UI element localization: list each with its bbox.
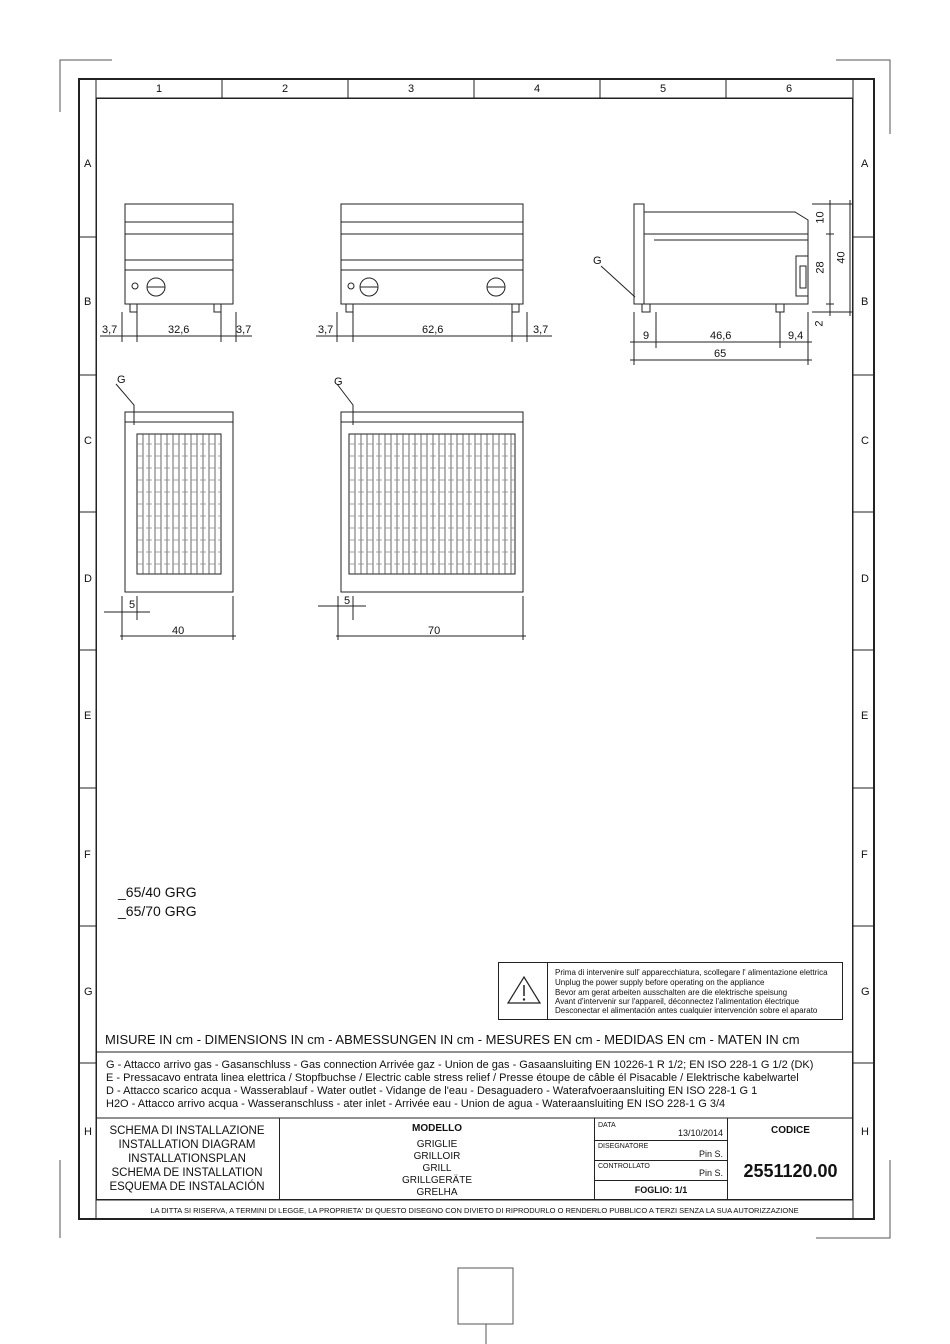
dim-label: 32,6 [168,324,190,336]
model-name: GRIGLIE [416,1139,458,1150]
top-view-small [104,384,236,640]
designer-label: DISEGNATORE [598,1143,649,1150]
front-view-small [100,204,252,342]
warning-line: Avant d'intervenir sur l'appareil, déconnectez l'alimentation électrique [555,997,800,1006]
title-line: INSTALLATIONSPLAN [128,1153,246,1165]
grid-row-label: C [861,435,869,447]
checked-label: CONTROLLATO [598,1163,650,1170]
grid-row-label: A [861,158,869,170]
grid-row-label: B [861,296,869,308]
legend-line: D - Attacco scarico acqua - Wasserablauf - Water outlet - Vidange de l'eau - Desaguadero - Waterafvoeraansluiting EN ISO 228-1 G 1 [106,1085,758,1097]
code-value: 2551120.00 [743,1161,838,1181]
dim-label: 40 [172,625,185,637]
legend-line: E - Pressacavo entrata linea elettrica / Stopfbuchse / Electric cable stress relief / Presse étoupe de câble él Pisacable / Elektrische kabelwartel [106,1072,799,1084]
gas-connection-label: G [117,374,126,386]
legend-line: G - Attacco arrivo gas - Gasanschluss - Gas connection Arrivée gaz - Union de gas - Gasaansluiting EN 10226-1 R 1/2; EN ISO 228-1 G 1/2 (DK) [106,1059,814,1071]
model-label: _65/70 GRG [118,903,197,919]
sheet-number: FOGLIO: 1/1 [634,1185,688,1195]
disclaimer: LA DITTA SI RISERVA, A TERMINI DI LEGGE, LA PROPRIETA' DI QUESTO DISEGNO CON DIVIETO DI RIPRODURLO O RENDERLO PUBBLICO A TERZI SENZA LA SUA AUTORIZZAZIONE [150,1206,799,1215]
warning-line: Bevor am gerat arbeiten ausschalten are die elektrische speisung [555,988,788,997]
grid-col-label: 5 [659,83,667,95]
date-value: 13/10/2014 [677,1128,723,1138]
grid-col-label: 2 [281,83,289,95]
grid-row-label: H [861,1126,869,1138]
grid-row-label: E [861,710,869,722]
dim-label: 3,7 [236,324,252,336]
dim-label: 62,6 [422,324,444,336]
dim-label: 2 [813,320,826,327]
grid-row-label: A [84,158,92,170]
dim-label: 3,7 [102,324,118,336]
dim-label: 70 [428,625,441,637]
grid-row-label: G [861,986,870,998]
grid-row-label: H [84,1126,92,1138]
grid-col-label: 1 [155,83,163,95]
dim-label: 5 [344,595,351,607]
title-line: ESQUEMA DE INSTALACIÓN [109,1181,265,1193]
warning-line: Unplug the power supply before operating on the appliance [555,978,765,987]
dim-label: 5 [129,599,136,611]
date-label: DATA [598,1122,616,1129]
grid-col-label: 4 [533,83,541,95]
warning-triangle-icon [504,971,544,1011]
title-block-code [728,1118,853,1200]
dim-label: 3,7 [533,324,549,336]
grid-row-label: C [84,435,92,447]
title-block-titles [96,1118,280,1200]
dim-label: 46,6 [710,330,732,342]
code-label: CODICE [771,1125,810,1136]
gas-connection-label: G [593,255,602,267]
title-line: INSTALLATION DIAGRAM [118,1139,256,1151]
grid-row-label: D [84,573,92,585]
grid-row-label: B [84,296,92,308]
warning-line: Desconectar el alimentación antes cualquier intervención sobre el aparato [555,1006,818,1015]
measures-units-note: MISURE IN cm - DIMENSIONS IN cm - ABMESSUNGEN IN cm - MESURES EN cm - MEDIDAS EN cm - MATEN IN cm [105,1032,800,1047]
grid-row-label: F [861,849,868,861]
front-view-large [316,204,552,342]
dim-label: 40 [835,251,848,264]
legend-line: H2O - Attacco arrivo acqua - Wasseranschluss - ater inlet - Arrivée eau - Union de agua - Wateraansluiting EN ISO 228-1 G 3/4 [106,1098,726,1110]
grid-row-label: G [84,986,93,998]
grid-col-label: 6 [785,83,793,95]
dim-label: 10 [814,211,827,224]
title-block-model [280,1118,594,1200]
grid-col-label: 3 [407,83,415,95]
model-name: GRILLOIR [413,1151,461,1162]
dim-label: 9,4 [788,330,804,342]
title-block-meta [594,1118,728,1200]
model-name: GRELHA [416,1187,458,1198]
warning-box [498,962,843,1020]
model-header: MODELLO [412,1123,462,1134]
model-label: _65/40 GRG [118,884,197,900]
model-name: GRILL [422,1163,452,1174]
designer-value: Pin S. [698,1149,723,1159]
title-line: SCHEMA DI INSTALLAZIONE [109,1125,265,1137]
grid-row-label: F [84,849,91,861]
dim-label: 9 [643,330,650,342]
title-line: SCHEMA DE INSTALLATION [111,1167,263,1179]
checked-value: Pin S. [698,1168,723,1178]
grid-row-label: D [861,573,869,585]
dim-label: 28 [814,261,827,274]
grid-row-label: E [84,710,92,722]
gas-connection-label: G [334,376,343,388]
warning-line: Prima di intervenire sull' apparecchiatura, scollegare l' alimentazione elettrica [555,968,828,977]
model-name: GRILLGERÄTE [401,1175,473,1186]
dim-label: 65 [714,348,727,360]
dim-label: 3,7 [318,324,334,336]
